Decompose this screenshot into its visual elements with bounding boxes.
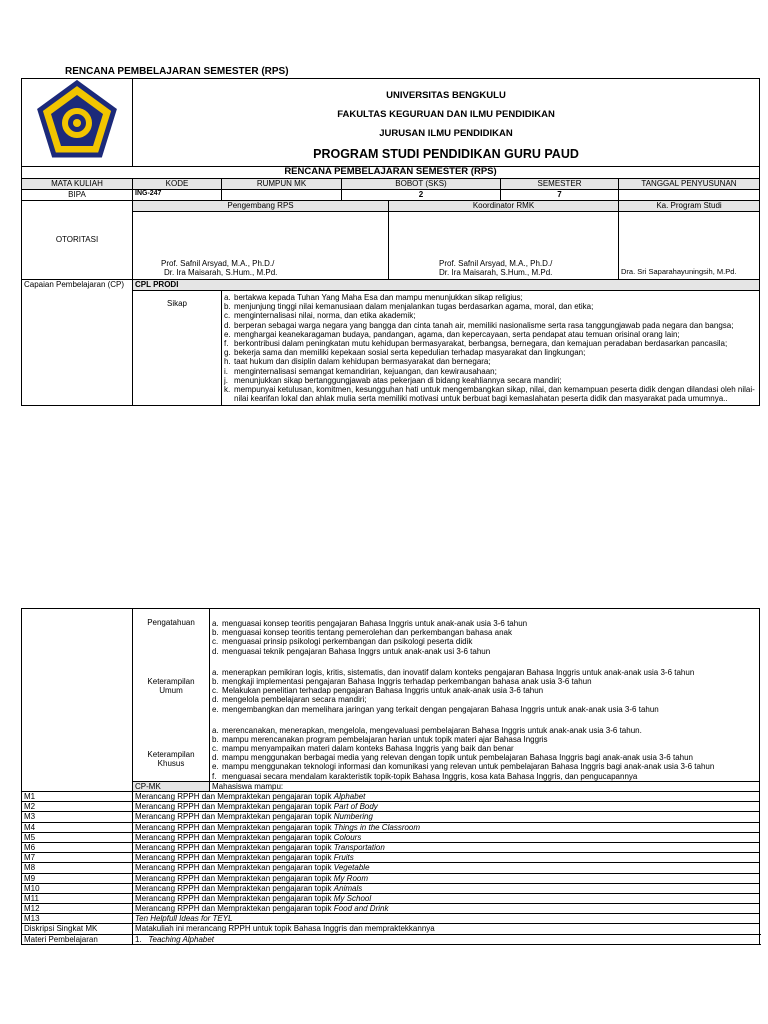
m13-text: Ten Helpfull Ideas for TEYL xyxy=(133,914,760,924)
value-mata-kuliah: BIPA xyxy=(22,190,133,201)
sikap-item-text: menginternalisasi nilai, norma, dan etika akademik; xyxy=(234,311,416,321)
cpmk-description xyxy=(133,832,760,842)
header-tanggal: TANGGAL PENYUSUNAN xyxy=(619,179,760,190)
cpmk-prefix: Merancang RPPH dan Mempraktekan pengajaran topik xyxy=(135,873,334,883)
cpmk-code: M8 xyxy=(22,863,133,873)
pengetahuan-item-text: menguasai konsep teoritis pengajaran Bahasa Inggris untuk anak-anak usia 3-6 tahun xyxy=(222,619,528,628)
document-title: RENCANA PEMBELAJARAN SEMESTER (RPS) xyxy=(65,66,289,77)
cpmk-topic: Alphabet xyxy=(333,792,366,801)
cpl-prodi-label: CPL PRODI xyxy=(133,280,760,291)
pengetahuan-item xyxy=(212,628,757,637)
sikap-list xyxy=(222,291,760,406)
sikap-item-letter: b. xyxy=(224,302,231,312)
cpmk-topic: Colours xyxy=(333,832,362,842)
cpmk-code: M3 xyxy=(22,812,133,822)
cpmk-row xyxy=(22,904,760,914)
cpmk-prefix: Merancang RPPH dan Mempraktekan pengajaran topik xyxy=(135,904,334,914)
m13-code: M13 xyxy=(22,914,133,924)
ket-umum-item-letter: c. xyxy=(212,686,219,696)
cp-label: Capaian Pembelajaran (CP) xyxy=(22,280,133,406)
ket-umum-item-text: menerapkan pemikiran logis, kritis, sistematis, dan inovatif dalam konteks pengajaran Bahasa Inggris untuk anak-anak usia 3-6 tahun xyxy=(222,667,695,677)
ket-khusus-item-letter: e. xyxy=(212,762,219,772)
faculty-name: FAKULTAS KEGURUAN DAN ILMU PENDIDIKAN xyxy=(337,109,555,120)
cpmk-description xyxy=(133,812,760,822)
pengetahuan-item-text: menguasai konsep teoritis tentang pemerolehan dan perkembangan bahasa anak xyxy=(222,628,512,638)
value-kode: ING-247 xyxy=(133,190,222,201)
koordinator-signature xyxy=(389,212,619,280)
cpmk-description xyxy=(133,792,760,802)
cpmk-prefix: Merancang RPPH dan Mempraktekan pengajaran topik xyxy=(135,853,334,863)
cpmk-prefix: Merancang RPPH dan Mempraktekan pengajaran topik xyxy=(135,832,334,842)
kaprodi-label: Ka. Program Studi xyxy=(619,201,760,212)
sikap-item xyxy=(224,321,757,330)
sikap-item xyxy=(224,339,757,348)
cpmk-topic: My Room xyxy=(333,873,369,883)
sikap-item xyxy=(224,376,757,385)
deskripsi-label: Diskripsi Singkat MK xyxy=(22,924,133,934)
ket-umum-item-text: Melakukan penelitian terhadap pengajaran Bahasa Inggris untuk anak-anak usia 3-6 tahun xyxy=(222,686,544,696)
ket-khusus-item-letter: d. xyxy=(212,753,219,763)
ket-umum-item xyxy=(212,705,757,714)
university-name: UNIVERSITAS BENGKULU xyxy=(386,90,506,101)
pengetahuan-item-letter: c. xyxy=(212,637,219,647)
sikap-item-text: menghargai keanekaragaman budaya, pandangan, agama, dan kepercayaan, serta pendapat atau temuan orisinal orang lain; xyxy=(234,329,680,339)
cpmk-topic: Transportation xyxy=(333,842,385,852)
ket-khusus-item xyxy=(212,726,757,735)
value-semester: 7 xyxy=(501,190,619,201)
cpmk-description xyxy=(133,853,760,863)
cpmk-prefix: Merancang RPPH dan Mempraktekan pengajaran topik xyxy=(135,812,334,822)
cpmk-code: M4 xyxy=(22,822,133,832)
ket-umum-item xyxy=(212,677,757,686)
kaprodi-signature: Dra. Sri Saparahayuningsih, M.Pd. xyxy=(619,212,760,280)
ket-khusus-item-text: merencanakan, menerapkan, mengelola, mengevaluasi pembelajaran Bahasa Inggris untuk anak-anak usia 3-6 tahun. xyxy=(222,725,642,735)
cpmk-row xyxy=(22,853,760,863)
value-tanggal xyxy=(619,190,760,201)
value-bobot: 2 xyxy=(342,190,501,201)
sikap-item-text: bertakwa kepada Tuhan Yang Maha Esa dan mampu menunjukkan sikap religius; xyxy=(234,293,523,302)
rps-title: RENCANA PEMBELAJARAN SEMESTER (RPS) xyxy=(22,167,760,179)
cpmk-code: M11 xyxy=(22,893,133,903)
koordinator-name-2: Dr. Ira Maisarah, S.Hum., M.Pd. xyxy=(439,267,553,277)
sikap-item-letter: k. xyxy=(224,384,231,394)
ket-umum-item-text: mengelola pembelajaran secara mandiri; xyxy=(222,695,367,705)
university-heading xyxy=(133,79,760,167)
sikap-item-letter: a. xyxy=(224,293,231,302)
ket-khusus-item-text: mampu menggunakan berbagai media yang relevan dengan topik untuk pembelajaran Bahasa Inggris bagi anak-anak usia 3-6 tahun xyxy=(222,753,693,763)
ket-khusus-item-text: mampu menggunakan teknologi informasi dan komunikasi yang relevan untuk pembelajaran Bahasa Inggris bagi anak-anak usia 3-6 tahun xyxy=(222,762,715,772)
ket-khusus-item-letter: b. xyxy=(212,734,219,744)
cpmk-description xyxy=(133,904,760,914)
value-rumpun-mk xyxy=(222,190,342,201)
rps-header-table xyxy=(21,78,760,406)
sikap-item xyxy=(224,385,757,403)
cpmk-row xyxy=(22,822,760,832)
cpmk-description xyxy=(133,822,760,832)
pengetahuan-item-text: menguasai prinsip psikologi perkembangan dan psikologi peserta didik xyxy=(222,637,473,647)
cpmk-code: M7 xyxy=(22,853,133,863)
cpmk-code: M5 xyxy=(22,832,133,842)
header-rumpun-mk: RUMPUN MK xyxy=(222,179,342,190)
ket-khusus-item xyxy=(212,735,757,744)
university-logo-cell xyxy=(22,79,133,167)
ket-khusus-item xyxy=(212,753,757,762)
cpmk-code: M9 xyxy=(22,873,133,883)
sikap-item-letter: e. xyxy=(224,329,231,339)
sikap-item-text: berkontribusi dalam peningkatan mutu kehidupan bermasyarakat, berbangsa, bernegara, dan kemajuan peradaban berdasarkan pancasila; xyxy=(234,338,728,348)
ket-umum-item xyxy=(212,695,757,704)
pengembang-signature xyxy=(133,212,389,280)
cp-continued-blank xyxy=(22,609,133,792)
sikap-item xyxy=(224,367,757,376)
sikap-item-letter: c. xyxy=(224,311,231,321)
cpmk-topic: Food and Drink xyxy=(333,904,389,914)
cpmk-code: M1 xyxy=(22,792,133,802)
course-value-row xyxy=(22,190,760,201)
cpmk-prefix: Merancang RPPH dan Mempraktekan pengajaran topik xyxy=(135,842,334,852)
pengetahuan-item-letter: d. xyxy=(212,646,219,656)
cpmk-prefix: Merancang RPPH dan Mempraktekan pengajaran topik xyxy=(135,893,334,903)
cpmk-prefix: Merancang RPPH dan Mempraktekan pengajaran topik xyxy=(135,792,334,801)
ket-umum-item-text: mengkaji implementasi pengajaran Bahasa Inggris terhadap perkembangan bahasa anak usia 3-6 tahun xyxy=(222,676,592,686)
ket-khusus-item-letter: f. xyxy=(212,771,217,781)
header-semester: SEMESTER xyxy=(501,179,619,190)
pengetahuan-item-letter: b. xyxy=(212,628,219,638)
deskripsi-text: Matakuliah ini merancang RPPH untuk topik Bahasa Inggris dan mempraktekkannya xyxy=(133,924,760,934)
header-mata-kuliah: MATA KULIAH xyxy=(22,179,133,190)
sikap-item xyxy=(224,330,757,339)
pengetahuan-item-text: menguasai teknik pengajaran Bahasa Inggrs untuk anak-anak usi 3-6 tahun xyxy=(222,646,491,656)
materi-label: Materi Pembelajaran xyxy=(22,934,133,944)
pengetahuan-item xyxy=(212,637,757,646)
sikap-item-letter: i. xyxy=(224,366,228,376)
ket-khusus-item-text: mampu menyampaikan materi dalam konteks Bahasa Inggris yang baik dan benar xyxy=(222,744,514,754)
pengembang-name-2: Dr. Ira Maisarah, S.Hum., M.Pd. xyxy=(164,267,278,277)
pengetahuan-item xyxy=(212,619,757,628)
cpmk-row xyxy=(22,802,760,812)
cpmk-topic: My School xyxy=(333,893,372,903)
ket-umum-item xyxy=(212,686,757,695)
cpmk-row xyxy=(22,792,760,802)
ket-umum-item-letter: b. xyxy=(212,676,219,686)
pengetahuan-label: Pengatahuan xyxy=(147,618,195,627)
materi-number: 1. xyxy=(135,934,142,944)
cpmk-prefix: Merancang RPPH dan Mempraktekan pengajaran topik xyxy=(135,863,334,873)
materi-first xyxy=(133,934,760,944)
sikap-item-text: menunjukkan sikap bertanggungjawab atas pekerjaan di bidang keahliannya secara mandiri; xyxy=(234,375,562,385)
sikap-item-letter: h. xyxy=(224,357,231,367)
cpmk-code: M12 xyxy=(22,904,133,914)
pengetahuan-item-letter: a. xyxy=(212,619,219,628)
sikap-item-letter: d. xyxy=(224,320,231,330)
cpmk-description xyxy=(133,883,760,893)
cpmk-row xyxy=(22,832,760,842)
materi-topic: Teaching Alphabet xyxy=(148,934,215,944)
sikap-item-text: mempunyai ketulusan, komitmen, kesungguhan hati untuk mengembangkan sikap, nilai, dan kemampuan peserta didik dengan dilandasi oleh nilai-nilai kearifan lokal dan ahlak mulia serta memiliki motivasi untuk berbuat bagi kemaslahatan peserta didik dan masyarakat pada umumnya.. xyxy=(234,384,755,404)
cpmk-prefix: Merancang RPPH dan Mempraktekan pengajaran topik xyxy=(135,822,334,832)
cpmk-prefix: Merancang RPPH dan Mempraktekan pengajaran topik xyxy=(135,802,334,812)
sikap-item-text: bekerja sama dan memiliki kepekaan sosial serta kepedulian terhadap masyarakat dan lingkungan; xyxy=(234,348,586,358)
ket-umum-item-letter: d. xyxy=(212,695,219,705)
ket-khusus-item xyxy=(212,744,757,753)
koordinator-name-1: Prof. Safnil Arsyad, M.A., Ph.D./ xyxy=(439,258,553,268)
cpmk-topic: Vegetable xyxy=(333,863,370,873)
sikap-item xyxy=(224,348,757,357)
ket-khusus-label: Keterampilan Khusus xyxy=(147,749,195,768)
header-kode: KODE xyxy=(133,179,222,190)
header-bobot: BOBOT (SKS) xyxy=(342,179,501,190)
cpmk-row xyxy=(22,863,760,873)
department-name: JURUSAN ILMU PENDIDIKAN xyxy=(379,128,513,139)
program-name: PROGRAM STUDI PENDIDIKAN GURU PAUD xyxy=(313,147,579,161)
ket-khusus-item xyxy=(212,762,757,771)
pengembang-label: Pengembang RPS xyxy=(133,201,389,212)
cpmk-code: M6 xyxy=(22,842,133,852)
sikap-item xyxy=(224,302,757,311)
ket-khusus-item xyxy=(212,772,757,781)
cpmk-row xyxy=(22,873,760,883)
cpmk-topic: Animals xyxy=(333,883,363,893)
cpmk-topic: Things in the Classroom xyxy=(333,822,421,832)
ket-khusus-item-text: menguasai secara mendalam karakteristik topik-topik Bahasa Inggris, kosa kata Bahasa Inggris, dan pengucapannya xyxy=(222,771,638,781)
ket-umum-item-letter: a. xyxy=(212,667,219,677)
ket-umum-item-text: mengembangkan dan memelihara jaringan yang terkait dengan pengajaran Bahasa Inggris untuk anak-anak usia 3-6 tahun xyxy=(222,704,659,714)
sikap-item xyxy=(224,293,757,302)
sikap-item-text: berperan sebagai warga negara yang bangga dan cinta tanah air, memiliki nasionalisme serta rasa tanggungjawab pada negara dan bangsa; xyxy=(234,320,734,330)
koordinator-label: Koordinator RMK xyxy=(389,201,619,212)
cpmk-description xyxy=(133,873,760,883)
ket-khusus-item-text: mampu merencanakan program pembelajaran harian untuk topik materi ajar Bahasa Inggris xyxy=(222,734,548,744)
cpmk-topic: Numbering xyxy=(333,812,373,822)
competency-labels xyxy=(133,609,210,782)
sikap-item-text: menjunjung tinggi nilai kemanusiaan dalam menjalankan tugas berdasarkan agama, moral, dan etika; xyxy=(234,302,594,312)
cpmk-topic: Fruits xyxy=(333,853,354,863)
cpmk-label: CP-MK xyxy=(133,781,210,791)
cpmk-description xyxy=(133,842,760,852)
sikap-item-letter: f. xyxy=(224,338,229,348)
sikap-label: Sikap xyxy=(133,291,222,406)
pengetahuan-item xyxy=(212,647,757,656)
pengembang-name-1: Prof. Safnil Arsyad, M.A., Ph.D./ xyxy=(161,258,275,268)
cpmk-row xyxy=(22,812,760,822)
cpmk-code: M2 xyxy=(22,802,133,812)
rps-continued-table xyxy=(21,608,760,945)
cpmk-description xyxy=(133,802,760,812)
sikap-item xyxy=(224,311,757,320)
ket-khusus-item-letter: c. xyxy=(212,744,219,754)
cpmk-intro: Mahasiswa mampu: xyxy=(210,781,760,791)
course-header-row xyxy=(22,179,760,190)
sikap-item xyxy=(224,357,757,366)
sikap-item-text: menginternalisasi semangat kemandirian, kejuangan, dan kewirausahaan; xyxy=(234,366,497,376)
ket-umum-label: Keterampilan Umum xyxy=(147,677,195,696)
pengetahuan-list xyxy=(210,609,760,782)
cpmk-description xyxy=(133,863,760,873)
university-logo-icon xyxy=(35,79,119,163)
sikap-item-letter: j. xyxy=(224,375,228,385)
cpmk-topic: Part of Body xyxy=(333,802,378,812)
cpmk-prefix: Merancang RPPH dan Mempraktekan pengajaran topik xyxy=(135,883,334,893)
cpmk-description xyxy=(133,893,760,903)
ket-umum-item-letter: e. xyxy=(212,704,219,714)
otorisasi-label: OTORITASI xyxy=(22,201,133,280)
sikap-item-letter: g. xyxy=(224,348,231,358)
cpmk-row xyxy=(22,842,760,852)
sikap-item-text: taat hukum dan disiplin dalam kehidupan bermasyarakat dan bernegara; xyxy=(234,357,491,367)
ket-umum-item xyxy=(212,668,757,677)
cpmk-code: M10 xyxy=(22,883,133,893)
ket-khusus-item-letter: a. xyxy=(212,725,219,735)
cpmk-row xyxy=(22,883,760,893)
cpmk-row xyxy=(22,893,760,903)
